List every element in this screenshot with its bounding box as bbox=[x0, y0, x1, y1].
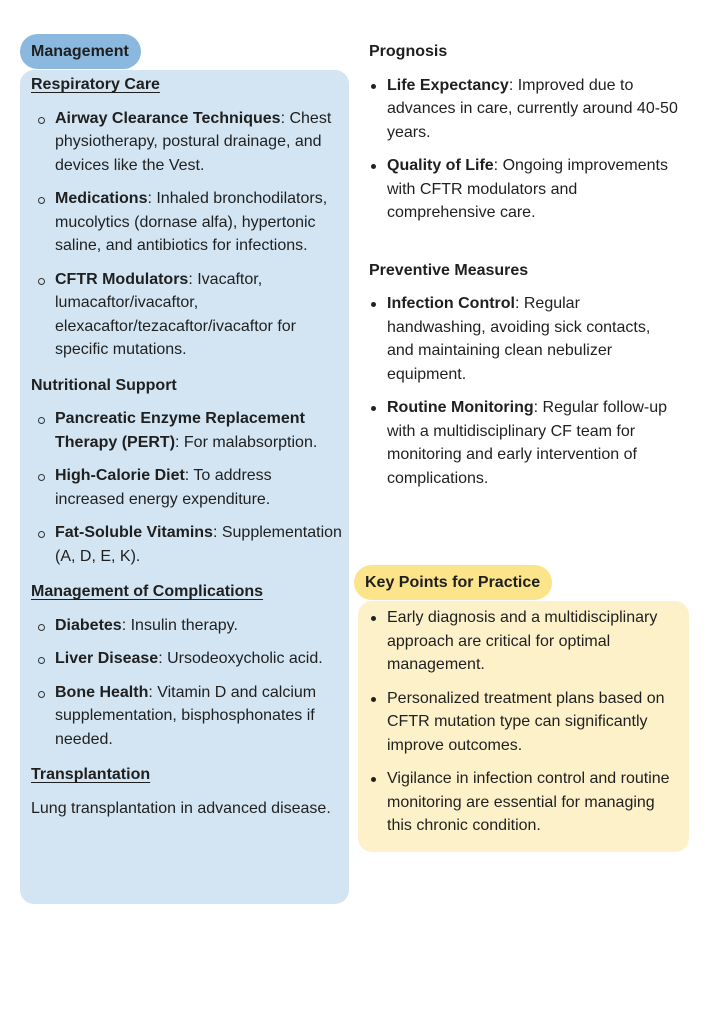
item-desc: : Improved due to advances in care, currently around 40-50 years. bbox=[387, 76, 678, 141]
respiratory-care-list bbox=[31, 107, 343, 362]
item-desc: : Regular follow-up with a multidisciplinary CF team for monitoring and early intervention of complications. bbox=[387, 399, 668, 487]
item-desc: : Ongoing improvements with CFTR modulators and comprehensive care. bbox=[387, 157, 668, 221]
transplantation-text: Lung transplantation in advanced disease. bbox=[31, 799, 331, 817]
item-term: Quality of Life bbox=[387, 157, 494, 174]
item-term: Fat-Soluble Vitamins bbox=[55, 524, 213, 541]
item-term: High-Calorie Diet bbox=[55, 467, 185, 484]
item-desc: : Chest physiotherapy, postural drainage, and devices like the Vest. bbox=[55, 109, 332, 174]
key-points-content bbox=[369, 606, 681, 850]
item-desc: : Vitamin D and calcium supplementation, bisphosphonates if needed. bbox=[55, 683, 317, 748]
list-item bbox=[369, 74, 681, 145]
list-item bbox=[369, 292, 681, 386]
item-desc: : For malabsorption. bbox=[175, 433, 318, 451]
prognosis-heading: Prognosis bbox=[369, 43, 448, 60]
item-desc: : To address increased energy expenditure. bbox=[55, 467, 272, 508]
list-item bbox=[369, 154, 681, 225]
item-term: Infection Control bbox=[387, 295, 515, 312]
list-item: Vigilance in infection control and routine monitoring are essential for managing this chronic condition. bbox=[369, 767, 681, 838]
item-term: Bone Health bbox=[55, 683, 149, 701]
item-desc: : Supplementation (A, D, E, K). bbox=[55, 524, 342, 565]
item-desc: : Regular handwashing, avoiding sick contacts, and maintaining clean nebulizer equipment. bbox=[387, 295, 651, 383]
preventive-heading: Preventive Measures bbox=[369, 261, 529, 279]
item-term: Airway Clearance Techniques bbox=[55, 109, 281, 127]
section-heading-transplantation: Transplantation bbox=[31, 766, 151, 783]
prognosis-list bbox=[369, 74, 681, 225]
item-desc: : Ursodeoxycholic acid. bbox=[158, 650, 323, 667]
list-item bbox=[31, 681, 343, 752]
key-points-list bbox=[369, 606, 681, 838]
list-item bbox=[31, 464, 343, 511]
item-term: CFTR Modulators bbox=[55, 270, 189, 288]
section-heading-complications: Management of Complications bbox=[31, 583, 264, 600]
list-item bbox=[31, 647, 343, 671]
item-term: Medications bbox=[55, 190, 148, 207]
list-item: Early diagnosis and a multidisciplinary approach are critical for optimal management. bbox=[369, 606, 681, 677]
list-item bbox=[31, 268, 343, 362]
list-item bbox=[31, 407, 343, 454]
management-title: Management bbox=[20, 34, 141, 69]
list-item bbox=[31, 614, 343, 638]
complications-list bbox=[31, 614, 343, 752]
item-desc: : Inhaled bronchodilators, mucolytics (dornase alfa), hypertonic saline, and antibiotics for infections. bbox=[55, 190, 328, 254]
item-term: Routine Monitoring bbox=[387, 399, 534, 416]
item-desc: : Ivacaftor, lumacaftor/ivacaftor, elexacaftor/tezacaftor/ivacaftor for specific mutations. bbox=[55, 270, 296, 358]
list-item bbox=[369, 396, 681, 490]
list-item bbox=[31, 187, 343, 258]
item-term: Liver Disease bbox=[55, 650, 159, 667]
list-item bbox=[31, 521, 343, 568]
section-heading-respiratory-care: Respiratory Care bbox=[31, 76, 160, 93]
nutritional-support-list bbox=[31, 407, 343, 568]
item-term: Life Expectancy bbox=[387, 76, 509, 94]
item-desc: : Insulin therapy. bbox=[121, 616, 238, 634]
item-term: Diabetes bbox=[55, 616, 122, 634]
list-item bbox=[31, 107, 343, 178]
item-term: Pancreatic Enzyme Replacement Therapy (PERT) bbox=[55, 410, 305, 451]
right-column bbox=[369, 40, 681, 502]
section-heading-nutritional-support: Nutritional Support bbox=[31, 376, 177, 394]
key-points-title: Key Points for Practice bbox=[354, 565, 552, 600]
list-item: Personalized treatment plans based on CFTR mutation type can significantly improve outcomes. bbox=[369, 687, 681, 758]
management-content bbox=[31, 73, 343, 820]
preventive-list bbox=[369, 292, 681, 490]
